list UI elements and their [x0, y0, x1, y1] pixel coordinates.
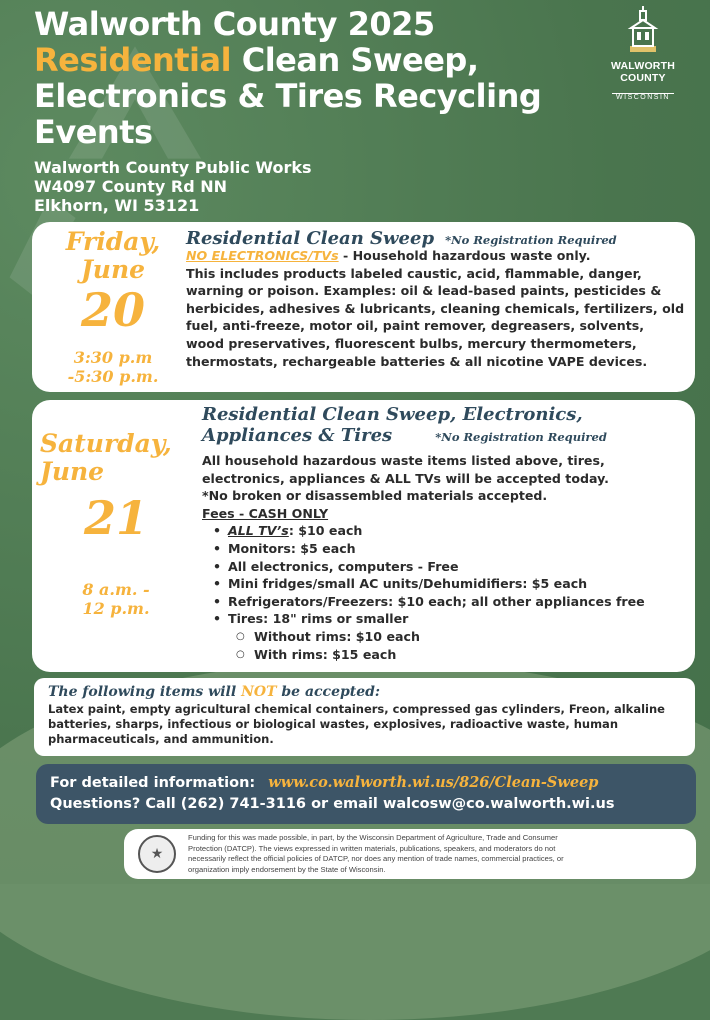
fee-item: • Tires: 18" rims or smaller — [202, 610, 686, 628]
not-accepted-tail: be accepted: — [276, 684, 381, 700]
fee-item: • All electronics, computers - Free — [202, 558, 686, 576]
fee-tv-label: ALL TV’s — [228, 523, 289, 539]
page-title — [34, 6, 541, 150]
event-date-number: 20 — [80, 283, 145, 337]
address-line: Walworth County Public Works — [34, 158, 312, 177]
state-seal-icon: ★ — [138, 835, 176, 873]
event-description: All household hazardous waste items listed above, tires, electronics, appliances & ALL TVs will be accepted today. — [202, 453, 609, 486]
title-highlight: Residential — [34, 41, 232, 79]
event-day: Saturday, — [40, 429, 172, 458]
event-card-friday — [32, 222, 695, 392]
event-time-start: 8 a.m. - — [82, 580, 150, 599]
fee-tv-value: : $10 each — [288, 523, 363, 539]
fee-item: • Monitors: $5 each — [202, 540, 686, 558]
no-electronics-warning: NO ELECTRONICS/TVs — [186, 248, 339, 263]
fees-label: Fees - CASH ONLY — [202, 505, 329, 521]
event-date — [48, 228, 178, 386]
title-line-3: Electronics & Tires Recycling — [34, 77, 542, 115]
event-date-number: 21 — [83, 491, 148, 545]
county-logo — [588, 6, 698, 103]
not-accepted-list: Latex paint, empty agricultural chemical containers, compressed gas cylinders, Freon, alkaline batteries, sharps, infectious or biological wastes, explosives, radioactive waste, human pharmaceuticals, and ammunition. — [48, 702, 665, 746]
no-registration-note: *No Registration Required — [445, 233, 617, 247]
title-line-1: Walworth County 2025 — [34, 5, 435, 43]
event-card-saturday — [32, 400, 695, 672]
address-block — [34, 158, 312, 215]
event-title-line-2: Appliances & Tires — [202, 425, 393, 446]
logo-subtitle: WISCONSIN — [612, 93, 674, 101]
event-month: June — [40, 457, 105, 486]
event-title-line-1: Residential Clean Sweep, Electronics, — [202, 404, 583, 425]
website-link[interactable]: www.co.walworth.wi.us/826/Clean-Sweep — [268, 774, 599, 791]
event-title: Residential Clean Sweep — [186, 228, 435, 249]
courthouse-icon — [626, 6, 660, 54]
event-note: *No broken or disassembled materials accepted. — [202, 488, 548, 504]
event-desc: This includes products labeled caustic, acid, flammable, danger, warning or poison. Examples: oil & lead-based paints, pesticides & herbicides, adhesives & lubricants, cleaning chemicals, fertilizers, old fuel, anti-freeze, motor oil, paint remover, degreasers, solvents, wood preservatives, fluorescent bulbs, mercury thermometers, thermostats, rechargeable batteries & all nicotine VAPE devices. — [186, 265, 685, 369]
logo-name: WALWORTH COUNTY — [610, 60, 675, 84]
info-label: For detailed information: — [50, 775, 256, 791]
info-bar — [36, 764, 696, 824]
title-line-2: Clean Sweep, — [231, 41, 479, 79]
not-accepted-heading — [48, 684, 688, 700]
not-accepted-emphasis: NOT — [241, 684, 277, 700]
event-description — [186, 247, 686, 370]
contact-info: Questions? Call (262) 741-3116 or email walcosw@co.walworth.wi.us — [50, 796, 615, 812]
event-time-end: 12 p.m. — [82, 599, 150, 618]
fee-item: • Mini fridges/small AC units/Dehumidifiers: $5 each — [202, 575, 686, 593]
fee-sub-item: ○ Without rims: $10 each — [202, 628, 686, 646]
funding-footer — [124, 829, 696, 879]
fee-item — [202, 522, 686, 540]
funding-disclaimer: Funding for this was made possible, in part, by the Wisconsin Department of Agriculture, Trade and Consumer Protection (DATCP). The views expressed in written materials, publications, speakers, and moderators do not necessarily reflect the official policies of DATCP, nor does any mention of trade names, commercial practices, or organization imply endorsement by the State of Wisconsin. — [188, 833, 564, 874]
event-time-end: -5:30 p.m. — [67, 367, 159, 386]
event-time-start: 3:30 p.m — [73, 348, 153, 367]
fees-list — [202, 522, 686, 663]
event-desc-first: - Household hazardous waste only. — [338, 248, 591, 263]
fee-sub-item: ○ With rims: $15 each — [202, 646, 686, 664]
event-date — [36, 430, 196, 618]
no-registration-note: *No Registration Required — [435, 430, 607, 444]
fee-item: • Refrigerators/Freezers: $10 each; all other appliances free — [202, 593, 686, 611]
event-month: June — [80, 255, 146, 284]
not-accepted-lead: The following items will — [48, 684, 242, 700]
title-line-4: Events — [34, 113, 153, 151]
address-line: W4097 County Rd NN — [34, 177, 228, 196]
not-accepted-box — [34, 678, 695, 756]
event-day: Friday, — [65, 227, 161, 256]
address-line: Elkhorn, WI 53121 — [34, 196, 200, 215]
